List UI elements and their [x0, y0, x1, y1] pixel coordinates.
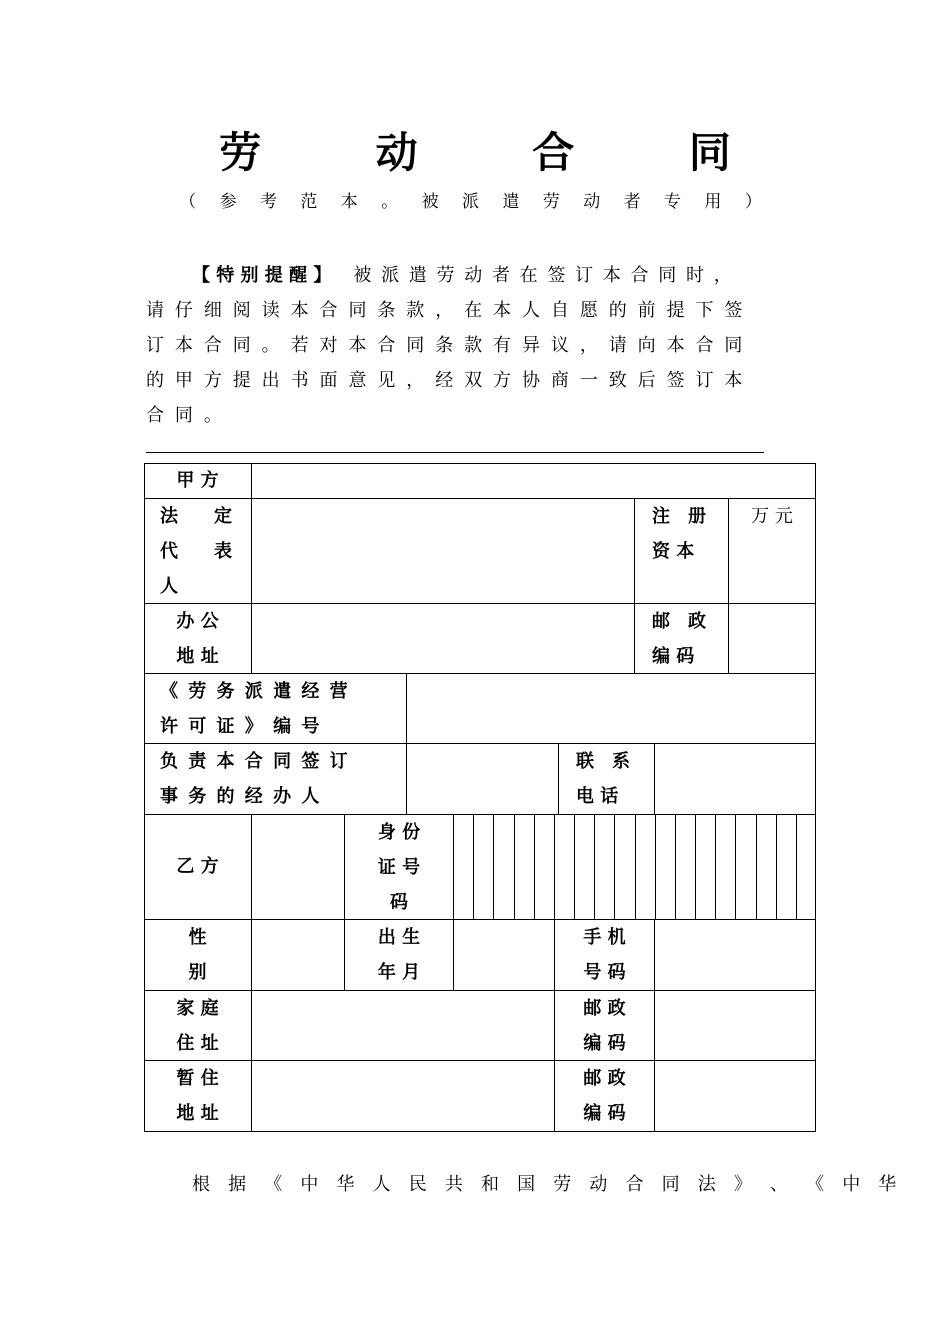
reg-capital-line-2: 资 本 — [652, 541, 695, 562]
license-number-field[interactable] — [407, 674, 815, 743]
party-b-field[interactable] — [252, 815, 344, 919]
license-number-label — [160, 674, 406, 743]
office-address-line-2: 地 址 — [176, 646, 219, 667]
id-line-3: 码 — [390, 892, 408, 913]
postcode-a-label — [652, 604, 728, 673]
legal-representative-field[interactable] — [252, 499, 634, 603]
party-a-field[interactable] — [252, 464, 815, 498]
postcode-c-line-2: 编 码 — [583, 1103, 626, 1124]
id-line-2: 证 号 — [377, 857, 421, 878]
separator-line — [146, 452, 764, 453]
contact-phone-field[interactable] — [655, 744, 815, 814]
notice-line-3: 订 本 合 同 。 若 对 本 合 同 条 款 有 异 议 ， 请 向 本 合 同 — [146, 335, 746, 356]
mobile-label — [555, 920, 654, 990]
home-address-field[interactable] — [252, 991, 554, 1060]
handler-line-2: 事 务 的 经 办 人 — [160, 786, 322, 807]
contract-info-table — [144, 463, 816, 1132]
notice-line-1: 被 派 遣 劳 动 者 在 签 订 本 合 同 时 ， — [353, 265, 734, 286]
contact-line-2: 电 话 — [576, 786, 619, 807]
handler-label — [160, 744, 406, 814]
temp-line-1: 暂 住 — [176, 1068, 219, 1089]
birth-label — [345, 920, 453, 990]
home-line-2: 住 址 — [176, 1033, 219, 1054]
handler-field[interactable] — [407, 744, 558, 814]
temp-address-label — [144, 1061, 251, 1131]
postcode-c-field[interactable] — [655, 1061, 815, 1131]
birth-line-2: 年 月 — [377, 962, 421, 983]
reg-capital-line-1: 注 册 — [652, 506, 706, 527]
notice-line-5: 合 同 。 — [146, 405, 225, 426]
postcode-a-field[interactable] — [729, 604, 815, 673]
document-title: 劳 动 合 同 — [219, 128, 781, 177]
contact-phone-label — [576, 744, 654, 814]
contact-line-1: 联 系 — [576, 751, 630, 772]
postcode-a-line-2: 编 码 — [652, 646, 695, 667]
registered-capital-field[interactable] — [729, 499, 815, 603]
special-notice — [146, 258, 796, 433]
legal-rep-line-1: 法 定 — [160, 506, 232, 527]
handler-line-1: 负 责 本 合 同 签 订 — [160, 751, 350, 772]
license-line-2: 许 可 证 》 编 号 — [160, 716, 322, 737]
id-number-label — [345, 815, 453, 919]
temp-line-2: 地 址 — [176, 1103, 219, 1124]
postcode-b-field[interactable] — [655, 991, 815, 1060]
notice-line-2: 请 仔 细 阅 读 本 合 同 条 款 ， 在 本 人 自 愿 的 前 提 下 签 — [146, 300, 746, 321]
home-address-label — [144, 991, 251, 1060]
temp-address-field[interactable] — [252, 1061, 554, 1131]
legal-rep-line-3: 人 — [160, 576, 178, 597]
postcode-b-label — [555, 991, 654, 1060]
gender-label — [144, 920, 251, 990]
birth-line-1: 出 生 — [377, 927, 421, 948]
postcode-b-line-2: 编 码 — [583, 1033, 626, 1054]
mobile-line-2: 号 码 — [583, 962, 626, 983]
contract-preamble — [146, 1170, 903, 1200]
office-address-label — [144, 604, 251, 673]
postcode-c-line-1: 邮 政 — [583, 1068, 626, 1089]
notice-label: 【 特 别 提 醒 】 — [192, 265, 332, 286]
party-b-label: 乙 方 — [176, 856, 219, 877]
party-a-label: 甲 方 — [176, 470, 219, 491]
preamble-text: 根 据 《 中 华 人 民 共 和 国 劳 动 合 同 法 》 、 《 中 华 — [192, 1174, 903, 1195]
legal-representative-label — [160, 499, 236, 603]
id-line-1: 身 份 — [377, 822, 421, 843]
legal-rep-line-2: 代 表 — [160, 541, 232, 562]
office-address-line-1: 办 公 — [176, 611, 219, 632]
gender-field[interactable] — [252, 920, 344, 990]
postcode-c-label — [555, 1061, 654, 1131]
mobile-field[interactable] — [655, 920, 815, 990]
office-address-field[interactable] — [252, 604, 634, 673]
document-subtitle: （ 参 考 范 本 。 被 派 遣 劳 动 者 专 用 ） — [179, 192, 771, 212]
registered-capital-label — [652, 499, 728, 603]
gender-line-1: 性 — [188, 927, 207, 948]
home-line-1: 家 庭 — [176, 998, 219, 1019]
postcode-b-line-1: 邮 政 — [583, 998, 626, 1019]
gender-line-2: 别 — [188, 962, 207, 983]
capital-unit: 万 元 — [751, 506, 793, 527]
postcode-a-line-1: 邮 政 — [652, 611, 706, 632]
birth-field[interactable] — [454, 920, 554, 990]
mobile-line-1: 手 机 — [583, 927, 626, 948]
license-line-1: 《 劳 务 派 遣 经 营 — [160, 681, 350, 702]
notice-line-4: 的 甲 方 提 出 书 面 意 见 ， 经 双 方 协 商 一 致 后 签 订 本 — [146, 370, 746, 391]
